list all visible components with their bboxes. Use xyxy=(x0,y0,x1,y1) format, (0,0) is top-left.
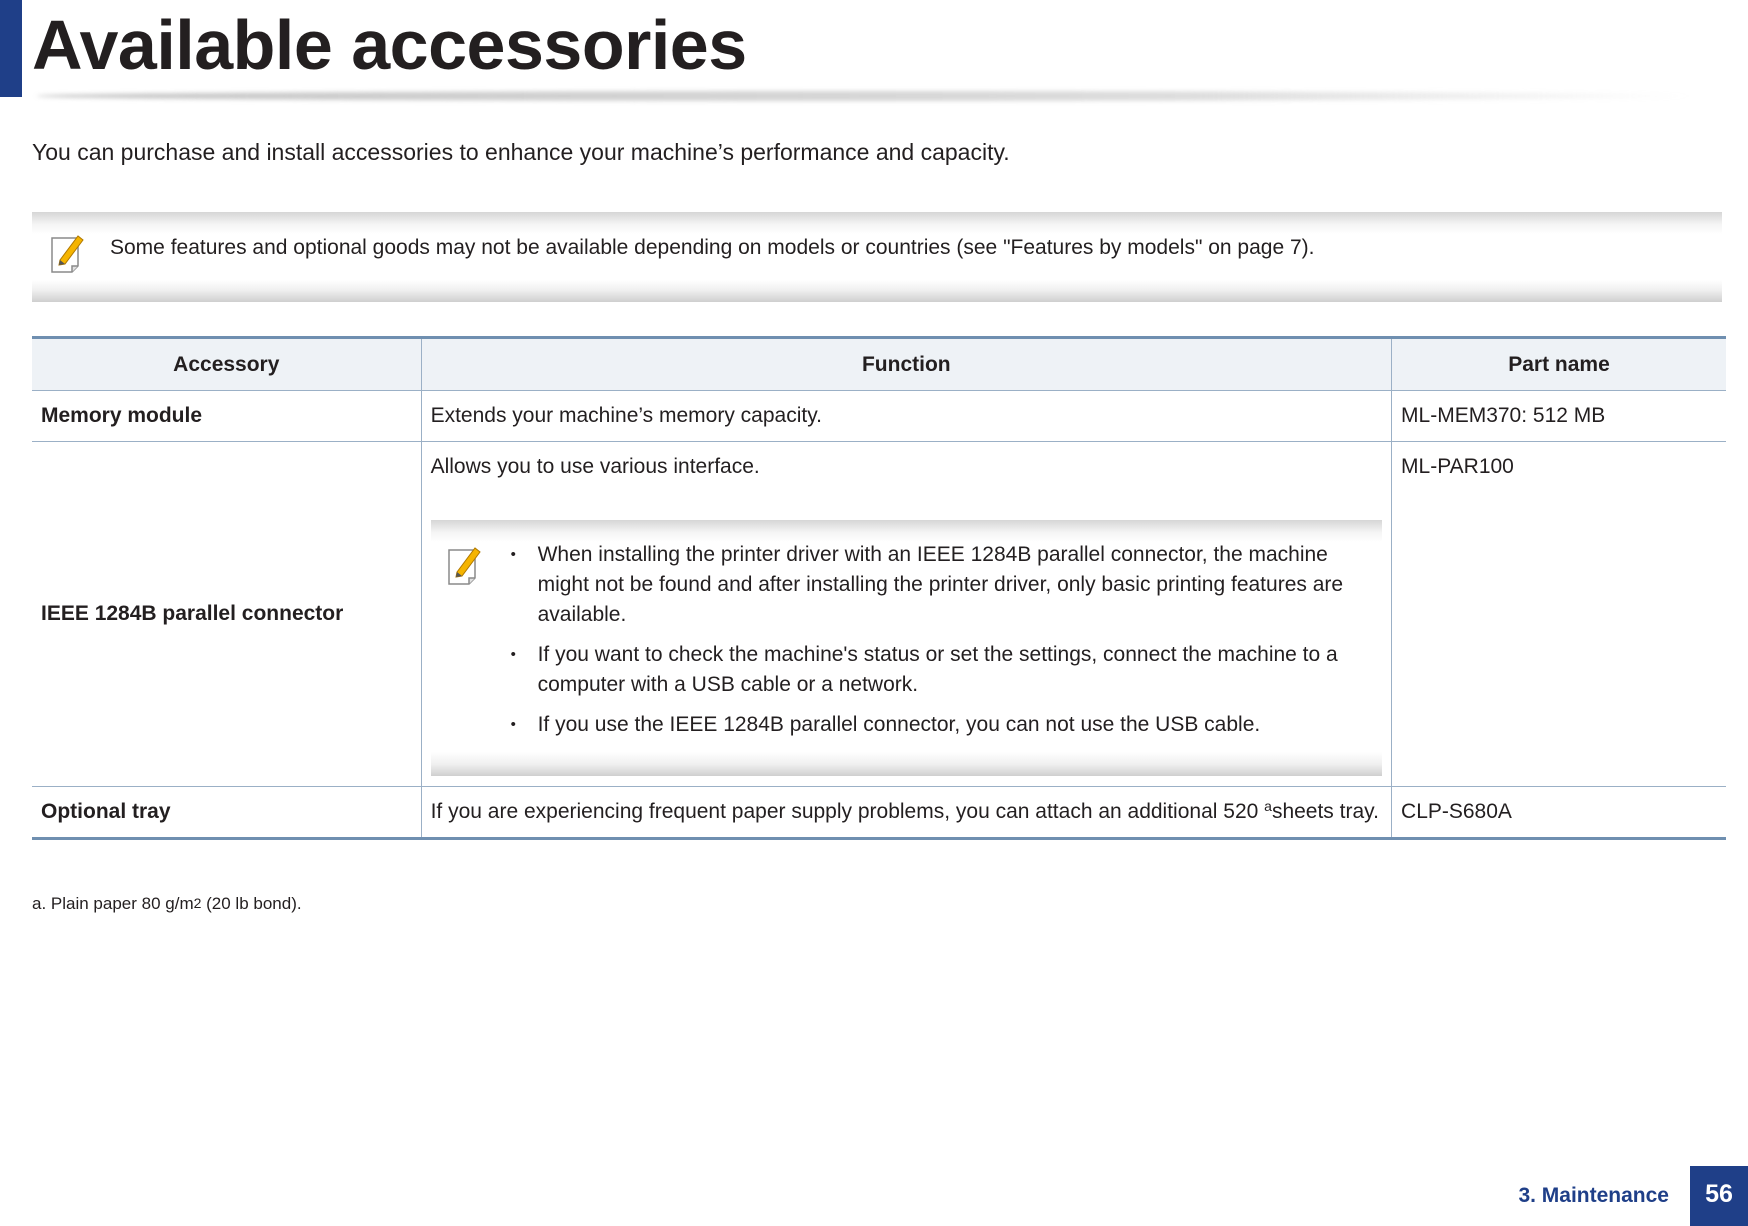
note-text: Some features and optional goods may not be available depending on models or countries (see "Features by models" on page 7). xyxy=(110,236,1315,259)
footnote-ref[interactable]: a xyxy=(1264,798,1272,814)
chapter-color-bar xyxy=(0,0,22,97)
part-cell: ML-MEM370: 512 MB xyxy=(1392,391,1726,442)
list-item: • If you use the IEEE 1284B parallel connector, you can not use the USB cable. xyxy=(503,710,1377,740)
table-row xyxy=(32,442,1726,787)
function-cell: Extends your machine’s memory capacity. xyxy=(421,391,1391,442)
function-cell xyxy=(421,787,1391,839)
table-row xyxy=(32,391,1726,442)
list-item: • When installing the printer driver with an IEEE 1284B parallel connector, the machine might not be found and after installing the printer driver, only basic printing features are available. xyxy=(503,540,1377,630)
intro-paragraph: You can purchase and install accessories to enhance your machine’s performance and capacity. xyxy=(32,139,1010,165)
accessory-cell: IEEE 1284B parallel connector xyxy=(32,442,421,787)
table-row xyxy=(32,787,1726,839)
part-cell: CLP-S680A xyxy=(1392,787,1726,839)
page-title: Available accessories xyxy=(32,6,747,84)
header-accessory: Accessory xyxy=(32,338,421,391)
footnote-text-start: a. Plain paper 80 g/m xyxy=(32,894,194,913)
page-number: 56 xyxy=(1690,1166,1748,1226)
inner-note-box xyxy=(431,520,1382,776)
accessory-cell: Optional tray xyxy=(32,787,421,839)
part-cell: ML-PAR100 xyxy=(1392,442,1726,787)
table-footnote xyxy=(32,894,302,914)
function-text-start: If you are experiencing frequent paper supply problems, you can attach an additional 520 xyxy=(430,800,1265,823)
list-item: • If you want to check the machine's status or set the settings, connect the machine to a computer with a USB cable or a network. xyxy=(503,640,1377,700)
function-cell xyxy=(421,442,1391,787)
accessory-cell: Memory module xyxy=(32,391,421,442)
footnote-text-end: (20 lb bond). xyxy=(201,894,302,913)
header-function: Function xyxy=(421,338,1391,391)
header-part-name: Part name xyxy=(1392,338,1726,391)
chapter-label: 3. Maintenance xyxy=(1518,1184,1669,1207)
table-header-row xyxy=(32,338,1726,391)
note-box xyxy=(32,212,1722,302)
title-divider xyxy=(36,91,1696,101)
function-text: Allows you to use various interface. xyxy=(430,455,760,478)
note-list xyxy=(503,540,1377,750)
footnote-superscript: 2 xyxy=(193,895,202,911)
note-pencil-icon xyxy=(48,230,88,274)
accessories-table xyxy=(32,336,1726,840)
function-text-end: sheets tray. xyxy=(1271,800,1379,823)
note-pencil-icon xyxy=(445,542,485,586)
